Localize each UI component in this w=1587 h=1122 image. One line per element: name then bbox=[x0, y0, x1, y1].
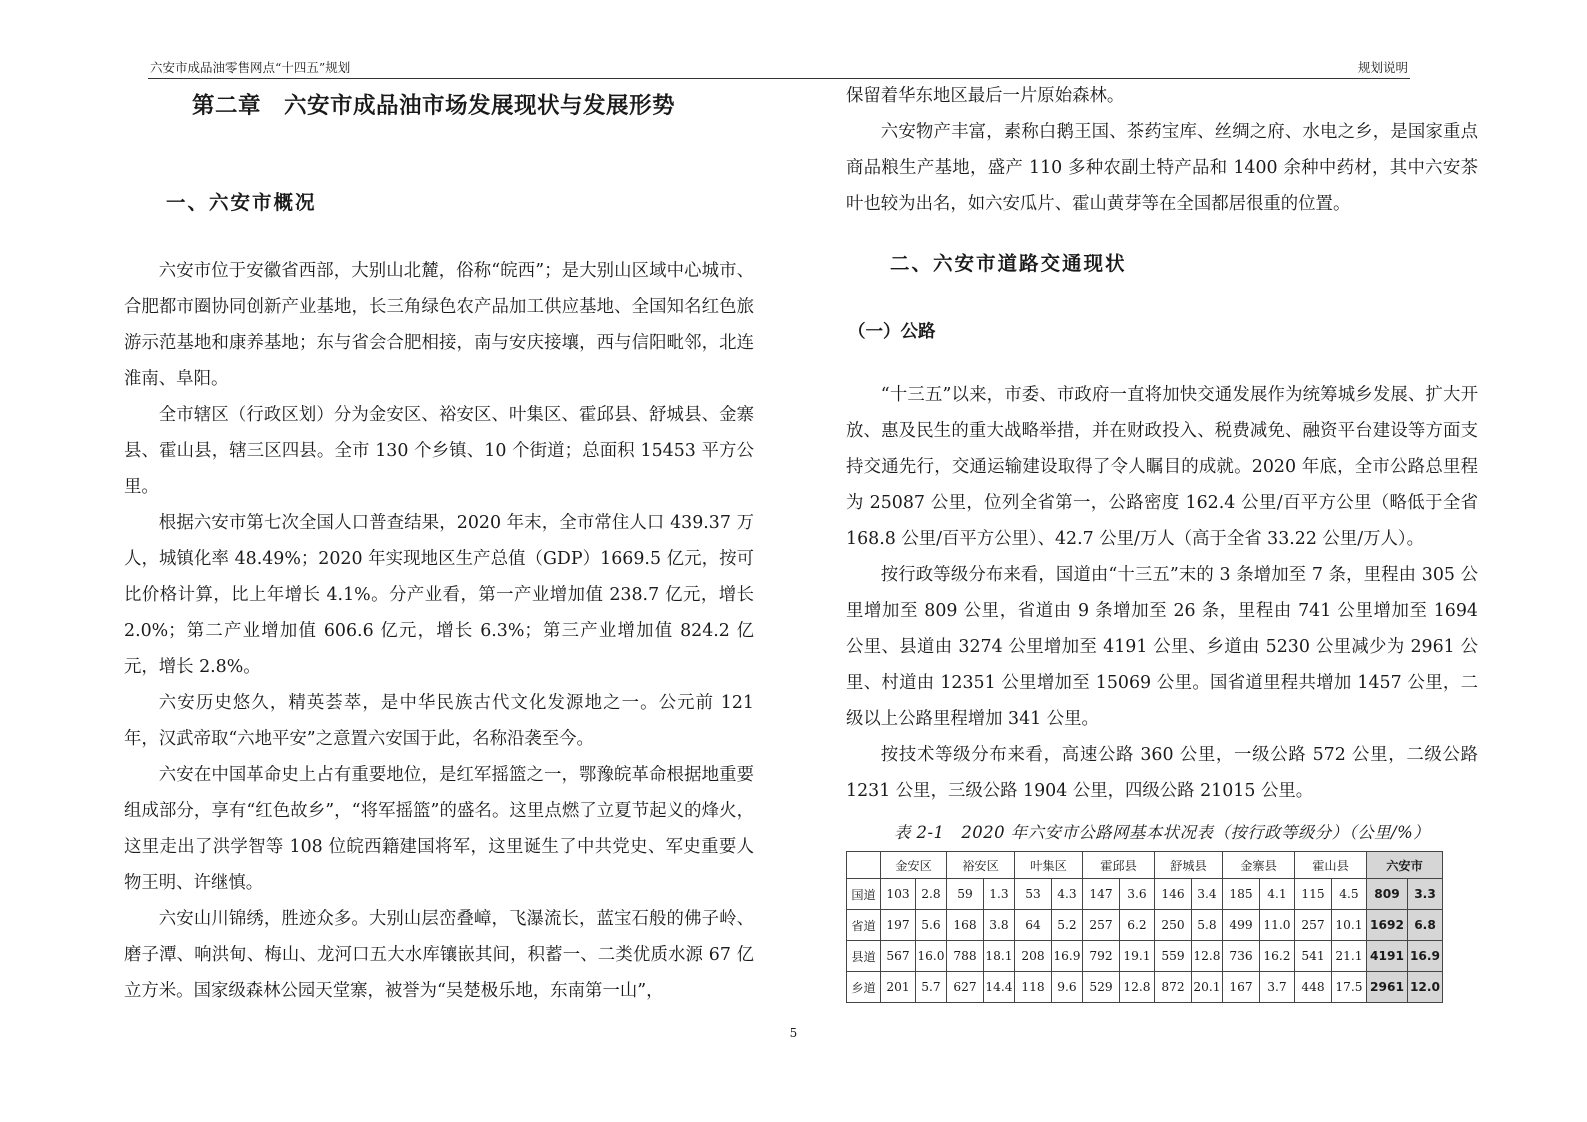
table-cell: 4.5 bbox=[1332, 879, 1367, 910]
table-cell: 5.7 bbox=[916, 972, 947, 1003]
table-cell: 6.2 bbox=[1120, 910, 1155, 941]
page-number: 5 bbox=[789, 1026, 798, 1040]
table-cell: 250 bbox=[1155, 910, 1192, 941]
table-row bbox=[847, 941, 1443, 972]
highway-stats-table bbox=[846, 851, 1443, 1003]
paragraph: 按技术等级分布来看，高速公路 360 公里，一级公路 572 公里，二级公路 1231 公里，三级公路 1904 公里，四级公路 21015 公里。 bbox=[846, 745, 1478, 801]
paragraph: 六安物产丰富，素称白鹅王国、茶药宝库、丝绸之府、水电之乡，是国家重点商品粮生产基地，盛产 110 多种农副土特产品和 1400 余种中药材，其中六安茶叶也较为出名，如六安瓜片、霍山黄芽等在全国都居很重的位置。 bbox=[846, 122, 1478, 214]
table-cell: 20.1 bbox=[1192, 972, 1223, 1003]
table-cell: 3.4 bbox=[1192, 879, 1223, 910]
table-cell: 541 bbox=[1295, 941, 1332, 972]
table-cell: 118 bbox=[1015, 972, 1052, 1003]
table-column-header-city-total: 六安市 bbox=[1367, 852, 1443, 879]
highway-body bbox=[846, 377, 1478, 809]
table-column-header: 舒城县 bbox=[1155, 852, 1223, 879]
table-row bbox=[847, 879, 1443, 910]
table-cell: 559 bbox=[1155, 941, 1192, 972]
table-cell: 21.1 bbox=[1332, 941, 1367, 972]
table-cell: 448 bbox=[1295, 972, 1332, 1003]
table-cell: 10.1 bbox=[1332, 910, 1367, 941]
table-cell: 103 bbox=[881, 879, 916, 910]
table-cell: 18.1 bbox=[984, 941, 1015, 972]
table-cell-city-total: 809 bbox=[1367, 879, 1408, 910]
table-cell: 499 bbox=[1223, 910, 1260, 941]
table-cell: 788 bbox=[947, 941, 984, 972]
table-column-header: 叶集区 bbox=[1015, 852, 1083, 879]
table-cell: 14.4 bbox=[984, 972, 1015, 1003]
table-cell: 3.6 bbox=[1120, 879, 1155, 910]
table-cell-city-total: 2961 bbox=[1367, 972, 1408, 1003]
table-cell: 736 bbox=[1223, 941, 1260, 972]
table-cell: 64 bbox=[1015, 910, 1052, 941]
table-column-header: 霍山县 bbox=[1295, 852, 1367, 879]
table-row bbox=[847, 910, 1443, 941]
table-cell: 147 bbox=[1083, 879, 1120, 910]
table-cell: 5.8 bbox=[1192, 910, 1223, 941]
table-cell: 19.1 bbox=[1120, 941, 1155, 972]
table-cell: 9.6 bbox=[1052, 972, 1083, 1003]
header-document-title: 六安市成品油零售网点“十四五”规划 bbox=[150, 60, 351, 75]
table-cell: 16.2 bbox=[1260, 941, 1295, 972]
table-cell: 167 bbox=[1223, 972, 1260, 1003]
table-cell: 529 bbox=[1083, 972, 1120, 1003]
left-column bbox=[124, 78, 754, 1009]
table-cell: 3.8 bbox=[984, 910, 1015, 941]
header-section-label: 规划说明 bbox=[1357, 60, 1408, 75]
table-corner-cell bbox=[847, 852, 881, 879]
table-cell: 627 bbox=[947, 972, 984, 1003]
table-cell-city-total: 4191 bbox=[1367, 941, 1408, 972]
table-cell: 3.7 bbox=[1260, 972, 1295, 1003]
page-header bbox=[148, 56, 1410, 79]
table-column-header: 霍邱县 bbox=[1083, 852, 1155, 879]
table-cell: 115 bbox=[1295, 879, 1332, 910]
table-column-header: 金安区 bbox=[881, 852, 947, 879]
table-cell: 872 bbox=[1155, 972, 1192, 1003]
table-cell: 1.3 bbox=[984, 879, 1015, 910]
table-column-header: 金寨县 bbox=[1223, 852, 1295, 879]
table-cell: 4.1 bbox=[1260, 879, 1295, 910]
table-cell: 208 bbox=[1015, 941, 1052, 972]
section-title-overview: 一、六安市概况 bbox=[166, 191, 317, 214]
paragraph: “十三五”以来，市委、市政府一直将加快交通发展作为统筹城乡发展、扩大开放、惠及民生的重大战略举措，并在财政投入、税费减免、融资平台建设等方面支持交通先行，交通运输建设取得了令人瞩目的成就。2020 年底，全市公路总里程为 25087 公里，位列全省第一，公路密度 162.4 公里/百平方公里（略低于全省 168.8 公里/百平方公里）、42.7 公里/万人（高于全省 33.22 公里/万人）。 bbox=[846, 385, 1478, 549]
table-caption: 表 2-1 2020 年六安市公路网基本状况表（按行政等级分）（公里/%） bbox=[893, 823, 1431, 842]
table-cell: 792 bbox=[1083, 941, 1120, 972]
table-row-label: 乡道 bbox=[847, 972, 881, 1003]
table-cell: 2.8 bbox=[916, 879, 947, 910]
subsection-title-highway: （一）公路 bbox=[848, 322, 936, 342]
table-row-label: 县道 bbox=[847, 941, 881, 972]
table-row-label: 省道 bbox=[847, 910, 881, 941]
table-cell-city-total: 16.9 bbox=[1408, 941, 1443, 972]
table-row-label: 国道 bbox=[847, 879, 881, 910]
table-cell: 53 bbox=[1015, 879, 1052, 910]
table-cell: 567 bbox=[881, 941, 916, 972]
table-cell: 4.3 bbox=[1052, 879, 1083, 910]
table-cell: 16.0 bbox=[916, 941, 947, 972]
table-cell: 5.2 bbox=[1052, 910, 1083, 941]
right-column bbox=[846, 78, 1478, 1003]
table-cell: 5.6 bbox=[916, 910, 947, 941]
table-cell: 197 bbox=[881, 910, 916, 941]
table-cell: 168 bbox=[947, 910, 984, 941]
table-cell-city-total: 3.3 bbox=[1408, 879, 1443, 910]
table-cell: 59 bbox=[947, 879, 984, 910]
table-cell: 201 bbox=[881, 972, 916, 1003]
paragraph: 全市辖区（行政区划）分为金安区、裕安区、叶集区、霍邱县、舒城县、金寨县、霍山县，辖三区四县。全市 130 个乡镇、10 个街道；总面积 15453 平方公里。 bbox=[124, 405, 754, 497]
paragraph: 根据六安市第七次全国人口普查结果，2020 年末，全市常住人口 439.37 万人，城镇化率 48.49%；2020 年实现地区生产总值（GDP）1669.5 亿元，按可比价格计算，比上年增长 4.1%。分产业看，第一产业增加值 238.7 亿元，增长 2.0%；第二产业增加值 606.6 亿元，增长 6.3%；第三产业增加值 824.2 亿元，增长 2.8%。 bbox=[124, 513, 754, 677]
table-cell: 257 bbox=[1295, 910, 1332, 941]
paragraph: 六安山川锦绣，胜迹众多。大别山层峦叠嶂，飞瀑流长，蓝宝石般的佛子岭、磨子潭、响洪甸、梅山、龙河口五大水库镶嵌其间，积蓄一、二类优质水源 67 亿立方米。国家级森林公园天堂寨，被誉为“吴楚极乐地，东南第一山”， bbox=[124, 909, 754, 1001]
table-cell: 12.8 bbox=[1192, 941, 1223, 972]
table-cell: 16.9 bbox=[1052, 941, 1083, 972]
table-row bbox=[847, 972, 1443, 1003]
table-cell-city-total: 1692 bbox=[1367, 910, 1408, 941]
paragraph: 六安市位于安徽省西部，大别山北麓，俗称“皖西”；是大别山区域中心城市、合肥都市圈协同创新产业基地，长三角绿色农产品加工供应基地、全国知名红色旅游示范基地和康养基地；东与省会合肥相接，南与安庆接壤，西与信阳毗邻，北连淮南、阜阳。 bbox=[124, 261, 754, 389]
table-cell: 146 bbox=[1155, 879, 1192, 910]
table-cell-city-total: 12.0 bbox=[1408, 972, 1443, 1003]
table-column-header: 裕安区 bbox=[947, 852, 1015, 879]
paragraph: 按行政等级分布来看，国道由“十三五”末的 3 条增加至 7 条，里程由 305 公里增加至 809 公里，省道由 9 条增加至 26 条，里程由 741 公里增加至 1694 公里、县道由 3274 公里增加至 4191 公里、乡道由 5230 公里减少为 2961 公里、村道由 12351 公里增加至 15069 公里。国省道里程共增加 1457 公里，二级以上公路里程增加 341 公里。 bbox=[846, 565, 1478, 729]
table-header-row bbox=[847, 852, 1443, 879]
table-cell-city-total: 6.8 bbox=[1408, 910, 1443, 941]
section-title-transport: 二、六安市道路交通现状 bbox=[890, 252, 1127, 275]
table-cell: 185 bbox=[1223, 879, 1260, 910]
paragraph: 六安历史悠久，精英荟萃，是中华民族古代文化发源地之一。公元前 121 年，汉武帝取“六地平安”之意置六安国于此，名称沿袭至今。 bbox=[124, 693, 754, 749]
paragraph: 六安在中国革命史上占有重要地位，是红军摇篮之一，鄂豫皖革命根据地重要组成部分，享有“红色故乡”，“将军摇篮”的盛名。这里点燃了立夏节起义的烽火，这里走出了洪学智等 108 位皖西籍建国将军，这里诞生了中共党史、军史重要人物王明、许继慎。 bbox=[124, 765, 754, 893]
table-cell: 11.0 bbox=[1260, 910, 1295, 941]
table-cell: 17.5 bbox=[1332, 972, 1367, 1003]
table-cell: 12.8 bbox=[1120, 972, 1155, 1003]
table-cell: 257 bbox=[1083, 910, 1120, 941]
chapter-title: 第二章 六安市成品油市场发展现状与发展形势 bbox=[192, 93, 676, 119]
paragraph-continuation: 保留着华东地区最后一片原始森林。 bbox=[846, 86, 1125, 106]
overview-body bbox=[124, 253, 754, 1009]
